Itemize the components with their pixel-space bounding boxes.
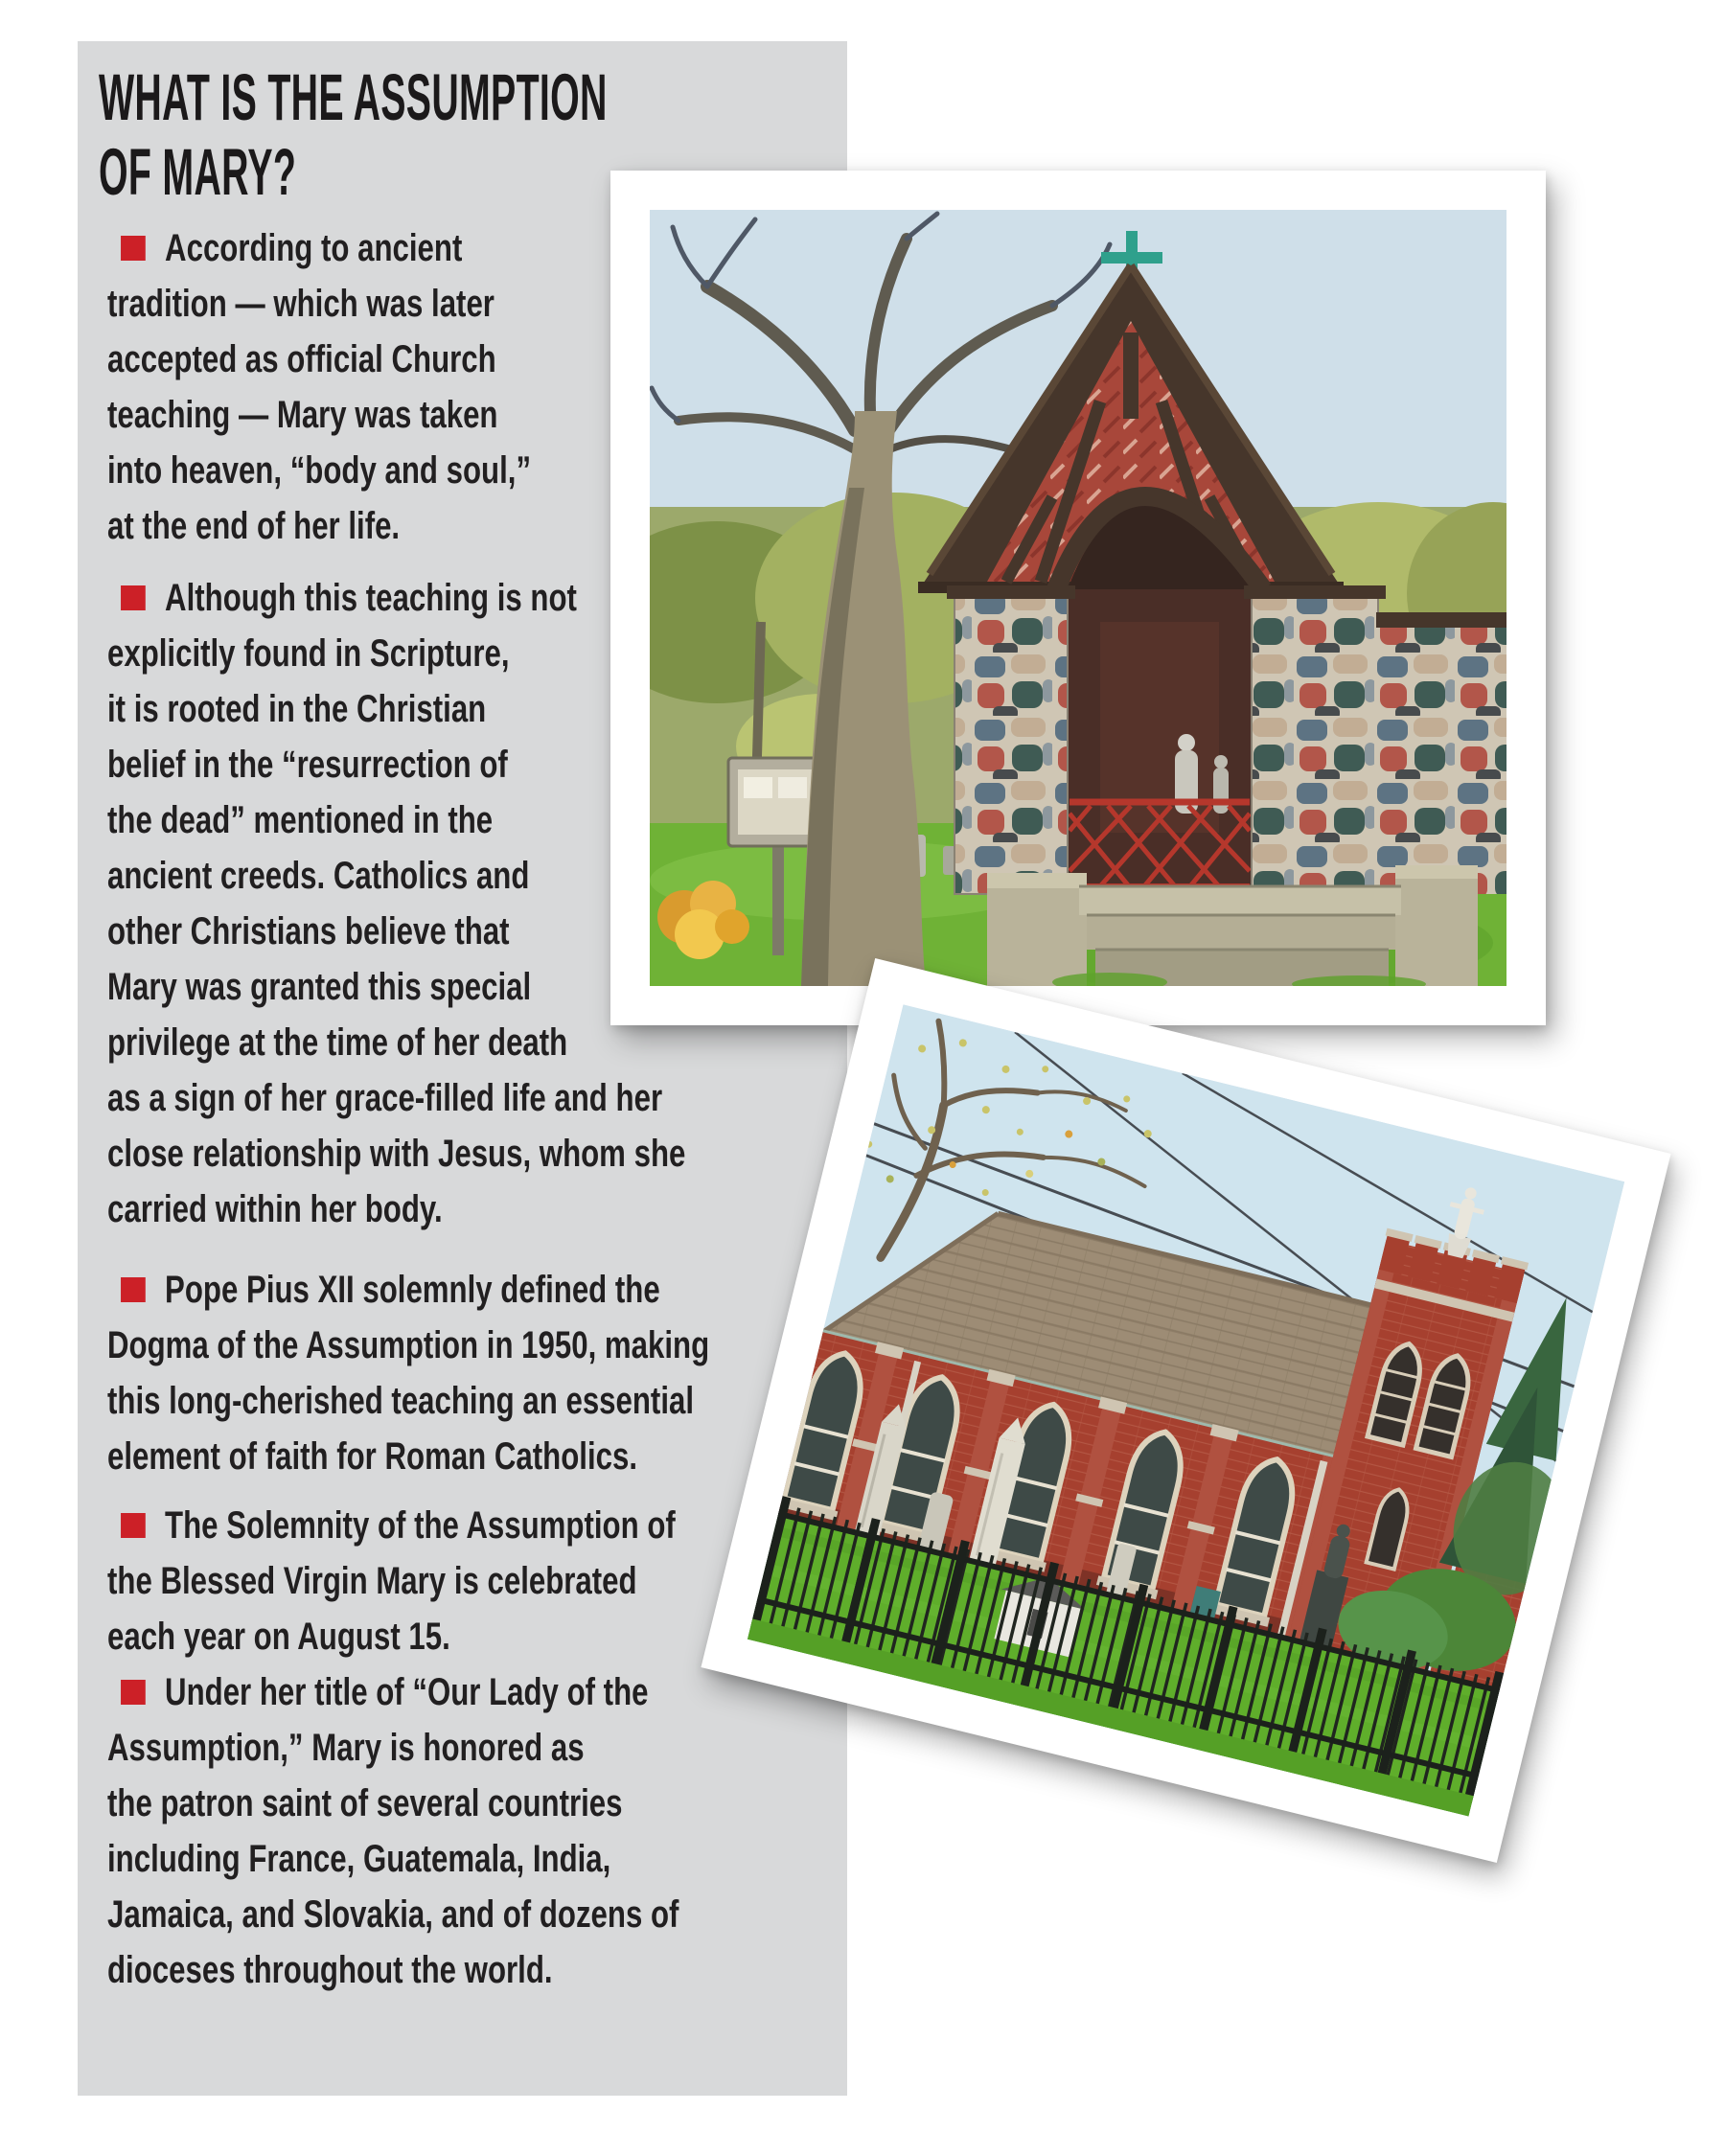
paragraph-line: Although this teaching is not	[107, 570, 685, 626]
paragraph-line: carried within her body.	[107, 1188, 443, 1230]
paragraph-line: ancient creeds. Catholics and	[107, 855, 530, 897]
red-square-bullet-icon	[121, 1277, 146, 1302]
chapel-photo-frame	[610, 171, 1546, 1025]
paragraph-ancient-tradition	[107, 220, 531, 554]
paragraph-line: Pope Pius XII solemnly defined the	[107, 1262, 709, 1318]
chapel-photo	[650, 210, 1506, 986]
paragraph-solemnity-august	[107, 1498, 676, 1664]
red-square-bullet-icon	[121, 236, 146, 261]
paragraph-line: at the end of her life.	[107, 505, 401, 547]
left-stone-pillar	[954, 589, 1068, 894]
paragraph-line: teaching — Mary was taken	[107, 394, 498, 436]
paragraph-line: other Christians believe that	[107, 910, 510, 952]
paragraph-line: According to ancient	[107, 220, 531, 276]
paragraph-line: each year on August 15.	[107, 1616, 450, 1658]
paragraph-our-lady-patron	[107, 1664, 678, 1998]
title-line: OF MARY?	[99, 135, 297, 209]
paragraph-scripture-belief	[107, 570, 685, 1237]
paragraph-line: Assumption,” Mary is honored as	[107, 1727, 585, 1769]
paragraph-line: belief in the “resurrection of	[107, 744, 508, 786]
chapel-photo-scene	[650, 210, 1506, 986]
paragraph-line: this long-cherished teaching an essential	[107, 1380, 695, 1422]
side-wall	[1376, 624, 1506, 894]
red-square-bullet-icon	[121, 1680, 146, 1705]
church-photo-scene	[748, 1004, 1624, 1816]
paragraph-line: explicitly found in Scripture,	[107, 632, 510, 675]
red-square-bullet-icon	[121, 1513, 146, 1538]
church-photo	[748, 1004, 1624, 1816]
paragraph-line: The Solemnity of the Assumption of	[107, 1498, 676, 1553]
paragraph-line: accepted as official Church	[107, 338, 496, 380]
paragraph-pope-pius-dogma	[107, 1262, 709, 1484]
red-square-bullet-icon	[121, 585, 146, 610]
right-stone-pillar	[1252, 589, 1378, 894]
paragraph-line: it is rooted in the Christian	[107, 688, 487, 730]
paragraph-line: dioceses throughout the world.	[107, 1949, 553, 1991]
paragraph-line: Mary was granted this special	[107, 966, 532, 1008]
paragraph-line: Under her title of “Our Lady of the	[107, 1664, 678, 1720]
paragraph-line: including France, Guatemala, India,	[107, 1838, 611, 1880]
paragraph-line: Jamaica, and Slovakia, and of dozens of	[107, 1893, 679, 1936]
paragraph-line: the Blessed Virgin Mary is celebrated	[107, 1560, 637, 1602]
paragraph-line: close relationship with Jesus, whom she	[107, 1133, 686, 1175]
paragraph-line: Dogma of the Assumption in 1950, making	[107, 1324, 710, 1366]
paragraph-line: tradition — which was later	[107, 283, 494, 325]
paragraph-line: element of faith for Roman Catholics.	[107, 1435, 637, 1478]
paragraph-line: the dead” mentioned in the	[107, 799, 494, 841]
paragraph-line: into heaven, “body and soul,”	[107, 449, 532, 492]
paragraph-line: as a sign of her grace-filled life and her	[107, 1077, 663, 1119]
title-line: WHAT IS THE ASSUMPTION	[99, 60, 608, 134]
paragraph-line: privilege at the time of her death	[107, 1021, 568, 1064]
paragraph-line: the patron saint of several countries	[107, 1782, 623, 1824]
page-title	[99, 60, 608, 210]
